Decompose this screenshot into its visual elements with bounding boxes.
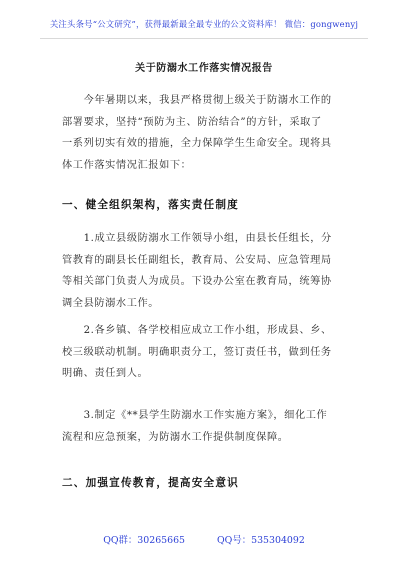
item-1-line: 调全县防溺水工作。 bbox=[62, 297, 160, 309]
item-2-line: 明确、责任到人。 bbox=[62, 368, 149, 379]
intro-line: 今年暑期以来，我县严格贯彻上级关于防溺水工作的 bbox=[62, 95, 332, 106]
intro-paragraph bbox=[62, 90, 352, 176]
item-2-line: 校三级联动机制。明确职责分工，签订责任书，做到任务 bbox=[62, 346, 332, 358]
document-title: 关于防溺水工作落实情况报告 bbox=[135, 63, 273, 74]
footer-contact bbox=[0, 532, 408, 546]
item-1-line: 1.成立县级防溺水工作领导小组，由县长任组长，分 bbox=[62, 233, 332, 244]
item-3-paragraph bbox=[62, 405, 352, 448]
intro-line: 体工作落实情况汇报如下： bbox=[62, 159, 192, 171]
footer-qq-number: QQ号：535304092 bbox=[217, 535, 305, 546]
item-1-paragraph bbox=[62, 228, 352, 314]
item-2-line: 2.各乡镇、各学校相应成立工作小组，形成县、乡、 bbox=[62, 325, 332, 336]
item-2-paragraph bbox=[62, 320, 352, 385]
item-1-line: 管教育的副县长任副组长，教育局、公安局、应急管理局 bbox=[62, 254, 332, 266]
item-1-line: 等相关部门负责人为成员。下设办公室在教育局，统筹协 bbox=[62, 276, 332, 287]
item-3-line: 3.制定《**县学生防溺水工作实施方案》，细化工作 bbox=[62, 410, 328, 421]
header-divider bbox=[40, 38, 368, 39]
section-heading-2: 二、加强宣传教育，提高安全意识 bbox=[62, 477, 239, 489]
item-3-line: 流程和应急预案，为防溺水工作提供制度保障。 bbox=[62, 431, 289, 443]
intro-line: 一系列切实有效的措施，全力保障学生生命安全。现将具 bbox=[62, 138, 332, 149]
footer-qq-group: QQ群：30265665 bbox=[103, 535, 186, 546]
section-heading-1: 一、健全组织架构，落实责任制度 bbox=[62, 199, 239, 211]
intro-line: 部署要求，坚持“预防为主、防治结合”的方针，采取了 bbox=[62, 116, 322, 128]
header-banner: 关注头条号“公文研究”，获得最新最全最专业的公文资料库！ 微信：gongwenyj bbox=[49, 19, 359, 29]
